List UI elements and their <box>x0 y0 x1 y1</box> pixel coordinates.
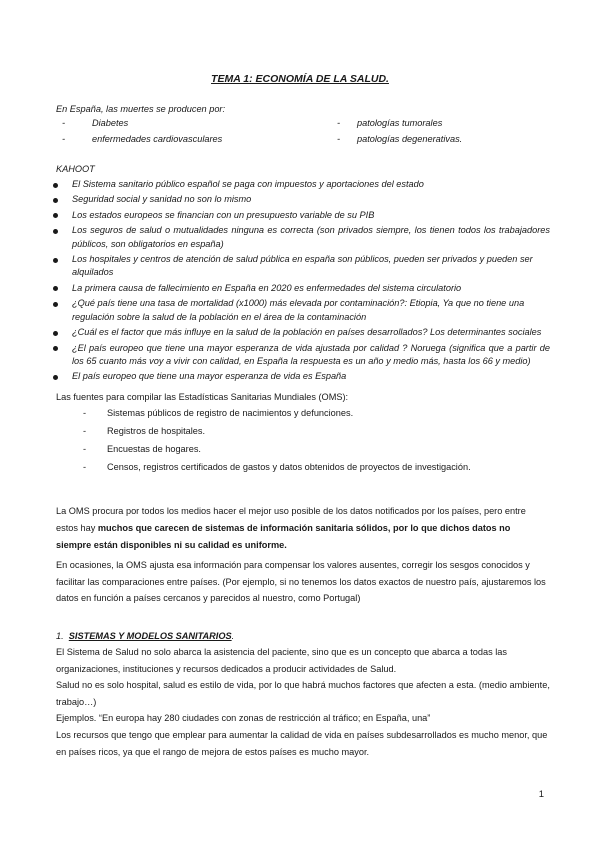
bullet-icon <box>53 331 58 336</box>
bullet-icon <box>53 346 58 351</box>
kahoot-heading: KAHOOT <box>56 164 95 174</box>
section-line: Salud no es solo hospital, salud es estilo de vida, por lo que habrá muchos factores que afecten a esta. (medio ambiente, trabajo…) <box>56 680 550 707</box>
sources-intro: Las fuentes para compilar las Estadísticas Sanitarias Mundiales (OMS): <box>56 392 349 402</box>
oms-paragraph: La OMS procura por todos los medios hacer el mejor uso posible de los datos notificados por los países, pero entre estos hay muchos que carecen de sistemas de información sanitaria sólidos, por lo que dichos datos no siempre están disponibles ni su calidad es uniforme. <box>56 506 526 550</box>
cause-right-1: - patologías tumorales <box>337 118 443 128</box>
bullet-icon <box>53 258 58 263</box>
document-title: TEMA 1: ECONOMÍA DE LA SALUD. <box>211 73 389 85</box>
page-number: 1 <box>538 789 544 800</box>
kahoot-item: El país europeo que tiene una mayor esperanza de vida es España <box>52 370 550 383</box>
kahoot-item: ¿Cuál es el factor que más influye en la salud de la población en países desarrollados? Los determinantes sociales <box>52 326 550 339</box>
kahoot-item: Los hospitales y centros de atención de salud pública en españa son públicos, pueden ser privados y pueden ser alquilados <box>52 253 550 280</box>
bullet-icon <box>53 198 58 203</box>
section-body <box>56 644 550 760</box>
sources-list <box>81 407 471 478</box>
bullet-icon <box>53 183 58 188</box>
bullet-icon <box>53 286 58 291</box>
kahoot-item: El Sistema sanitario público español se paga con impuestos y aportaciones del estado <box>52 178 550 191</box>
section-line: Los recursos que tengo que emplear para aumentar la calidad de vida en países subdesarrollados es mucho menor, que en países ricos, ya que el rango de mejora de estos países es mucho mayor. <box>56 729 548 757</box>
kahoot-item: Los seguros de salud o mutualidades ninguna es correcta (son privados siempre, los tienen todos los trabajadores públicos, son obligatorios en españa) <box>52 224 550 251</box>
kahoot-item: ¿El país europeo que tiene una mayor esperanza de vida ajustada por calidad ? Noruega (significa que a partir de los 65 cuanto más voy a vivir con calidad, en España la respuesta es un año y medio más, hasta los 66 y medio) <box>52 342 550 369</box>
section-line: El Sistema de Salud no solo abarca la asistencia del paciente, sino que es un concepto que abarca a todas las organizaciones, instituciones y recursos dedicados a producir actividades de Salud. <box>56 647 507 674</box>
kahoot-list <box>52 178 550 386</box>
bullet-icon <box>53 375 58 380</box>
source-item: - Registros de hospitales. <box>83 425 206 436</box>
kahoot-item: ¿Qué país tiene una tasa de mortalidad (x1000) más elevada por contaminación?: Etiopia, Ya que no tiene una regulación sobre la salud de la población en el área de la contaminación <box>52 297 550 324</box>
kahoot-item: La primera causa de fallecimiento en España en 2020 es enfermedades del sistema circulatorio <box>52 282 550 295</box>
source-item: - Encuestas de hogares. <box>83 443 201 454</box>
bullet-icon <box>53 213 58 218</box>
section-line: Ejemplos. “En europa hay 280 ciudades con zonas de restricción al tráfico; en España, una” <box>56 713 431 724</box>
source-item: - Sistemas públicos de registro de nacimientos y defunciones. <box>83 408 354 418</box>
adjust-paragraph: En ocasiones, la OMS ajusta esa información para compensar los valores ausentes, corregir los sesgos conocidos y facilitar las comparaciones entre países. (Por ejemplo, si no tenemos los datos exactos de nuestro país, ajustaremos los datos en función a países cercanos y parecidos al nuestro, como Portugal) <box>56 560 546 603</box>
intro-text: En España, las muertes se producen por: <box>56 104 226 114</box>
kahoot-item: Seguridad social y sanidad no son lo mismo <box>52 193 550 206</box>
cause-right-2: - patologías degenerativas. <box>337 134 463 144</box>
section-heading: 1. SISTEMAS Y MODELOS SANITARIOS. <box>56 631 235 641</box>
cause-left-2: - enfermedades cardiovasculares <box>62 134 223 144</box>
bullet-icon <box>53 302 58 307</box>
source-item: - Censos, registros certificados de gastos y datos obtenidos de proyectos de investigación. <box>83 461 471 472</box>
kahoot-item: Los estados europeos se financian con un presupuesto variable de su PIB <box>52 209 550 222</box>
cause-left-1: - Diabetes <box>62 118 129 128</box>
bullet-icon <box>53 229 58 234</box>
oms-paragraph-bold: muchos que carecen de sistemas de información sanitaria sólidos, por lo que dichos datos no siempre están disponibles ni su calidad es uniforme. <box>56 523 511 550</box>
